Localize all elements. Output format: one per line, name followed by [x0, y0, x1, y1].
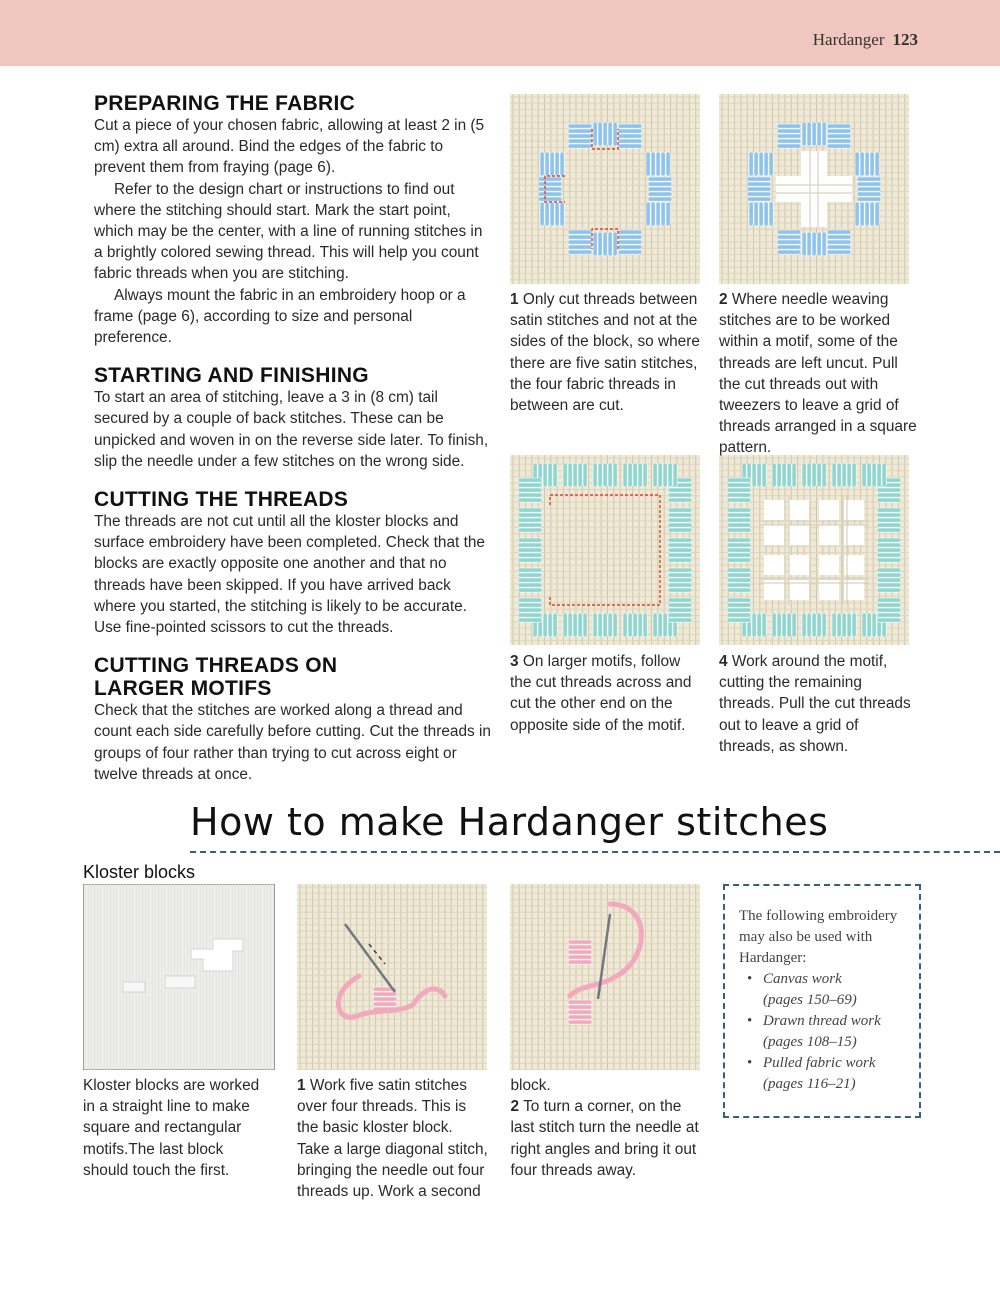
- satin-block: [857, 177, 881, 201]
- satin-block: [618, 230, 642, 254]
- satin-block: [772, 463, 796, 487]
- dashed-divider: [190, 851, 1000, 853]
- satin-block: [727, 598, 751, 622]
- paragraph: Always mount the fabric in an embroidery hoop or a frame (page 6), according to size and personal preference.: [94, 286, 466, 347]
- kloster-caption: Kloster blocks are worked in a straight line to make square and rectangular motifs.The last block should touch the first.: [83, 1077, 260, 1179]
- step-4-caption: [719, 651, 911, 757]
- cut-hole: [764, 555, 784, 575]
- kloster-heading: Kloster blocks: [83, 862, 196, 882]
- satin-block: [538, 177, 562, 201]
- kloster-step-1-illustration: [297, 884, 487, 1070]
- satin-block: [518, 478, 542, 502]
- step-text: On larger motifs, follow the cut threads across and cut the other end on the opposite side of the motif.: [510, 653, 692, 734]
- heading-larger-motifs: CUTTING THREADS ON LARGER MOTIFS: [94, 654, 338, 701]
- heading-starting: STARTING AND FINISHING: [94, 364, 369, 388]
- satin-block: [568, 940, 592, 964]
- satin-block: [623, 463, 647, 487]
- technique-name: Drawn thread work: [763, 1013, 881, 1029]
- step-1-illustration: [510, 94, 700, 284]
- satin-block: [593, 613, 617, 637]
- step-number: 2: [719, 291, 728, 308]
- satin-block: [563, 613, 587, 637]
- satin-block: [593, 232, 617, 256]
- page-range: (pages 150–69): [763, 992, 857, 1008]
- satin-block: [568, 124, 592, 148]
- cut-hole: [789, 525, 809, 545]
- satin-block: [727, 538, 751, 562]
- satin-block: [668, 568, 692, 592]
- satin-block: [727, 478, 751, 502]
- section-name: Hardanger: [812, 30, 885, 49]
- satin-block: [855, 202, 879, 226]
- paragraph: Check that the stitches are worked along a thread and count each side carefully before cutting. Cut the threads in groups of four rather than trying to cut across eight or twelve threads at once.: [94, 702, 491, 783]
- satin-block: [747, 177, 771, 201]
- cut-hole: [801, 201, 827, 227]
- satin-block: [727, 508, 751, 532]
- satin-block: [877, 538, 901, 562]
- satin-block: [749, 152, 773, 176]
- how-to-title: How to make Hardanger stitches: [190, 800, 829, 844]
- satin-block: [777, 124, 801, 148]
- satin-block: [877, 508, 901, 532]
- note-list: [739, 969, 909, 1095]
- list-item: [739, 1011, 909, 1053]
- satin-block: [518, 538, 542, 562]
- running-head: [813, 30, 918, 50]
- cut-hole: [819, 525, 839, 545]
- larger-motifs-text: [94, 700, 494, 785]
- satin-block: [568, 1000, 592, 1024]
- page-range: (pages 108–15): [763, 1034, 857, 1050]
- kloster-steps-text: [297, 1075, 702, 1205]
- satin-block: [877, 598, 901, 622]
- kloster-step-2-illustration: [510, 884, 700, 1070]
- satin-block: [827, 124, 851, 148]
- satin-block: [777, 230, 801, 254]
- cut-hole: [789, 500, 809, 520]
- step-text: Only cut threads between satin stitches and not at the sides of the block, so where there are five satin stitches, the four fabric threads in between are cut.: [510, 291, 700, 415]
- cut-hole: [764, 525, 784, 545]
- list-item: [739, 969, 909, 1011]
- step-number: 4: [719, 653, 728, 670]
- step-4-illustration: [719, 455, 909, 645]
- step-number: 1: [297, 1077, 306, 1094]
- page-range: (pages 116–21): [763, 1076, 856, 1092]
- satin-block: [646, 152, 670, 176]
- step-text: Where needle weaving stitches are to be worked within a motif, some of the threads are left uncut. Pull the cut threads out with tweezers to leave a grid of threads arranged in a square pattern.: [719, 291, 917, 457]
- starting-text: [94, 387, 494, 472]
- satin-block: [563, 463, 587, 487]
- step-number: 3: [510, 653, 519, 670]
- page-number: 123: [892, 30, 918, 49]
- cut-hole: [819, 500, 839, 520]
- paragraph: Cut a piece of your chosen fabric, allowing at least 2 in (5 cm) extra all around. Bind the edges of the fabric to prevent them from fraying (page 6).: [94, 117, 485, 177]
- satin-block: [832, 463, 856, 487]
- satin-block: [540, 202, 564, 226]
- step-number: 1: [510, 291, 519, 308]
- left-column: [94, 92, 494, 785]
- kloster-photo: [83, 884, 275, 1070]
- satin-block: [593, 463, 617, 487]
- satin-block: [668, 508, 692, 532]
- list-item: [739, 1053, 909, 1095]
- step-2-illustration: [719, 94, 909, 284]
- satin-block: [618, 124, 642, 148]
- cut-hole: [776, 176, 802, 202]
- preparing-text: [94, 115, 494, 348]
- satin-block: [862, 463, 886, 487]
- satin-block: [653, 463, 677, 487]
- step-3-illustration: [510, 455, 700, 645]
- paragraph: To start an area of stitching, leave a 3 in (8 cm) tail secured by a couple of back stitches. These can be unpicked and woven in on the reverse side later. To finish, slip the needle under a few stitches on the wrong side.: [94, 389, 489, 470]
- satin-block: [668, 598, 692, 622]
- cut-hole: [819, 555, 839, 575]
- satin-block: [518, 508, 542, 532]
- satin-block: [855, 152, 879, 176]
- technique-name: Pulled fabric work: [763, 1055, 876, 1071]
- cut-hole: [801, 151, 827, 177]
- step-number: 2: [510, 1098, 520, 1116]
- step-text: Work around the motif, cutting the remaining threads. Pull the cut threads out to leave a grid of threads, as shown.: [719, 653, 911, 755]
- satin-block: [540, 152, 564, 176]
- paragraph: Refer to the design chart or instructions to find out where the stitching should start. Mark the start point, which may be the center, with a line of running stitches in a brightly colored sewing thread. This will help you count fabric threads when you are stitching.: [94, 180, 483, 283]
- satin-block: [877, 568, 901, 592]
- cutting-text: [94, 511, 494, 638]
- satin-block: [772, 613, 796, 637]
- step-text: To turn a corner, on the last stitch turn the needle at right angles and bring it out four threads away.: [510, 1098, 699, 1179]
- step-text: Work five satin stitches over four threads. This is the basic kloster block. Take a large diagonal stitch, bringing the needle out four threads up. Work a second block.: [297, 1077, 551, 1201]
- step-3-caption: [510, 651, 702, 736]
- satin-block: [518, 568, 542, 592]
- related-techniques-box: [723, 884, 921, 1118]
- satin-block: [593, 122, 617, 146]
- note-intro: The following embroidery may also be used with Hardanger:: [739, 908, 898, 966]
- satin-block: [827, 230, 851, 254]
- satin-block: [518, 598, 542, 622]
- satin-block: [832, 613, 856, 637]
- satin-block: [568, 230, 592, 254]
- heading-cutting: CUTTING THE THREADS: [94, 488, 349, 512]
- satin-block: [802, 613, 826, 637]
- satin-block: [749, 202, 773, 226]
- satin-block: [802, 463, 826, 487]
- satin-block: [648, 177, 672, 201]
- technique-name: Canvas work: [763, 971, 842, 987]
- step-1-caption: [510, 289, 702, 416]
- heading-preparing: PREPARING THE FABRIC: [94, 92, 356, 115]
- satin-block: [802, 232, 826, 256]
- cut-hole: [801, 176, 827, 202]
- satin-block: [802, 122, 826, 146]
- satin-block: [646, 202, 670, 226]
- cut-hole: [764, 500, 784, 520]
- cut-hole: [789, 555, 809, 575]
- satin-block: [727, 568, 751, 592]
- step-2-caption: [719, 289, 919, 459]
- paragraph: The threads are not cut until all the kloster blocks and surface embroidery have been completed. Check that the blocks are exactly opposite one another and that no threads have been skipped. If you have arrived back where you started, the stitching is likely to be accurate. Use fine-pointed scissors to cut the threads.: [94, 513, 485, 637]
- satin-block: [623, 613, 647, 637]
- cut-hole: [826, 176, 852, 202]
- satin-block: [668, 538, 692, 562]
